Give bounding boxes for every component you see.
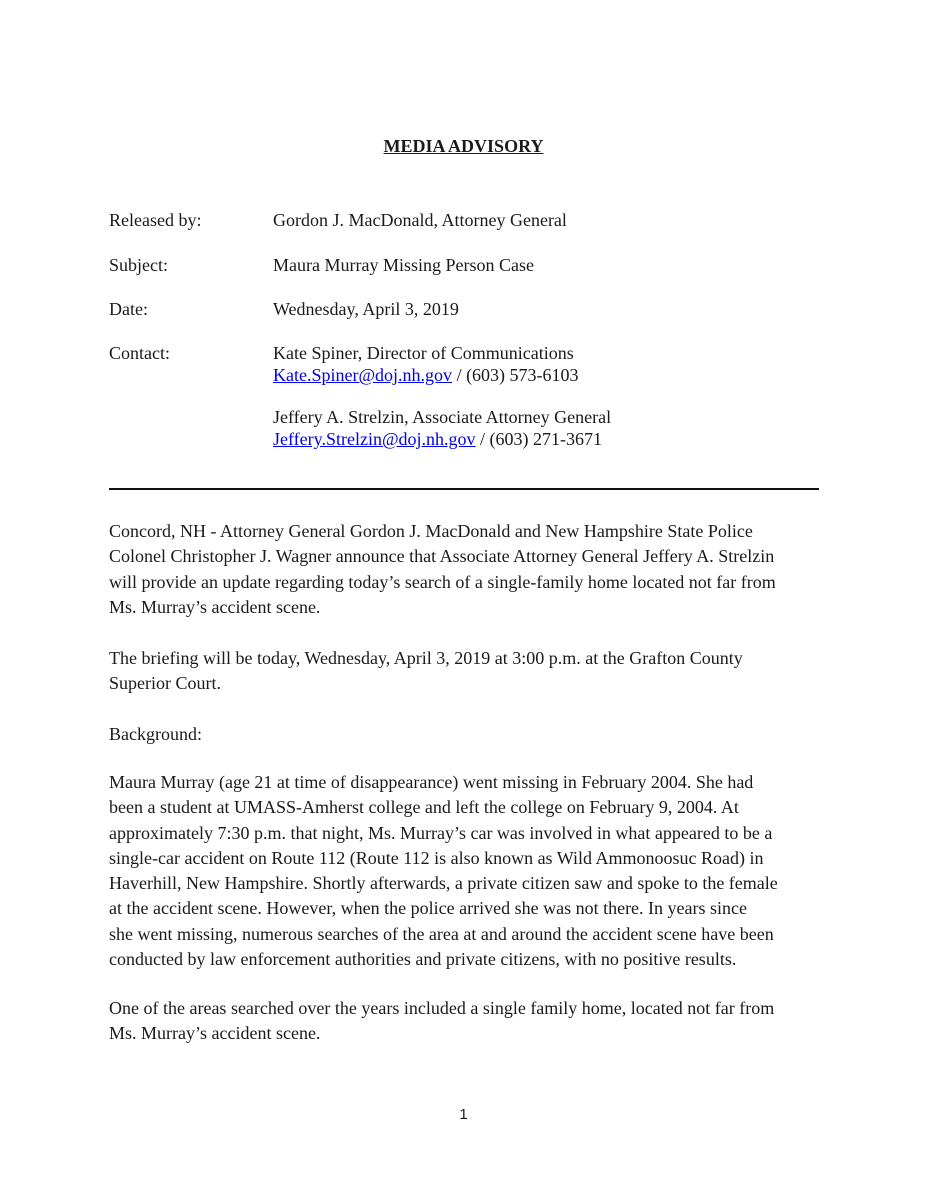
text-line: Concord, NH - Attorney General Gordon J. MacDonald and New Hampshire State Police: [109, 521, 753, 541]
released-by-label: Released by:: [109, 210, 202, 230]
paragraph-briefing: [109, 646, 827, 697]
contact-details: [273, 428, 611, 450]
page-number: 1: [459, 1106, 468, 1123]
paragraph-search-areas: [109, 996, 827, 1047]
text-line: been a student at UMASS-Amherst college and left the college on February 9, 2004. At: [109, 797, 739, 818]
contact-phone: / (603) 573-6103: [452, 365, 579, 385]
contact-name: Kate Spiner, Director of Communications: [273, 343, 574, 363]
contact-name: Jeffery A. Strelzin, Associate Attorney General: [273, 407, 612, 427]
text-line: Maura Murray (age 21 at time of disappearance) went missing in February 2004. She had: [109, 772, 754, 792]
date-label: Date:: [109, 299, 148, 319]
paragraph-announcement: [109, 519, 827, 620]
text-line: Ms. Murray’s accident scene.: [109, 596, 321, 617]
contact-label: Contact:: [109, 343, 170, 363]
date-value: Wednesday, April 3, 2019: [273, 299, 459, 319]
text-line: Haverhill, New Hampshire. Shortly afterwards, a private citizen saw and spoke to the female: [109, 873, 778, 894]
text-line: will provide an update regarding today’s search of a single-family home located not far from: [109, 571, 776, 592]
paragraph-background: [109, 770, 827, 972]
contact-phone: / (603) 271-3671: [475, 429, 603, 449]
text-line: she went missing, numerous searches of the area at and around the accident scene have been: [109, 923, 774, 944]
contact-email-link[interactable]: Kate.Spiner@doj.nh.gov: [273, 365, 453, 385]
contact-email-link[interactable]: Jeffery.Strelzin@doj.nh.gov: [273, 429, 476, 449]
subject-label: Subject:: [109, 255, 168, 275]
released-by-value: Gordon J. MacDonald, Attorney General: [273, 210, 567, 230]
text-line: Ms. Murray’s accident scene.: [109, 1023, 321, 1044]
text-line: Colonel Christopher J. Wagner announce that Associate Attorney General Jeffery A. Strelzin: [109, 546, 775, 567]
text-line: at the accident scene. However, when the police arrived she was not there. In years since: [109, 898, 748, 919]
text-line: Background:: [109, 724, 202, 744]
contact-entry: [273, 406, 611, 450]
background-heading: [109, 722, 827, 747]
text-line: conducted by law enforcement authorities and private citizens, with no positive results.: [109, 949, 737, 970]
text-line: single-car accident on Route 112 (Route 112 is also known as Wild Ammonoosuc Road) in: [109, 847, 764, 868]
text-line: One of the areas searched over the years included a single family home, located not far from: [109, 998, 775, 1018]
text-line: approximately 7:30 p.m. that night, Ms. Murray’s car was involved in what appeared to be a: [109, 822, 773, 843]
text-line: Superior Court.: [109, 673, 221, 694]
subject-value: Maura Murray Missing Person Case: [273, 255, 534, 275]
section-divider: [109, 488, 819, 490]
contact-details: [273, 364, 579, 386]
page-title: MEDIA ADVISORY: [383, 136, 544, 156]
contact-entry: [273, 342, 579, 386]
text-line: The briefing will be today, Wednesday, April 3, 2019 at 3:00 p.m. at the Grafton County: [109, 648, 743, 668]
